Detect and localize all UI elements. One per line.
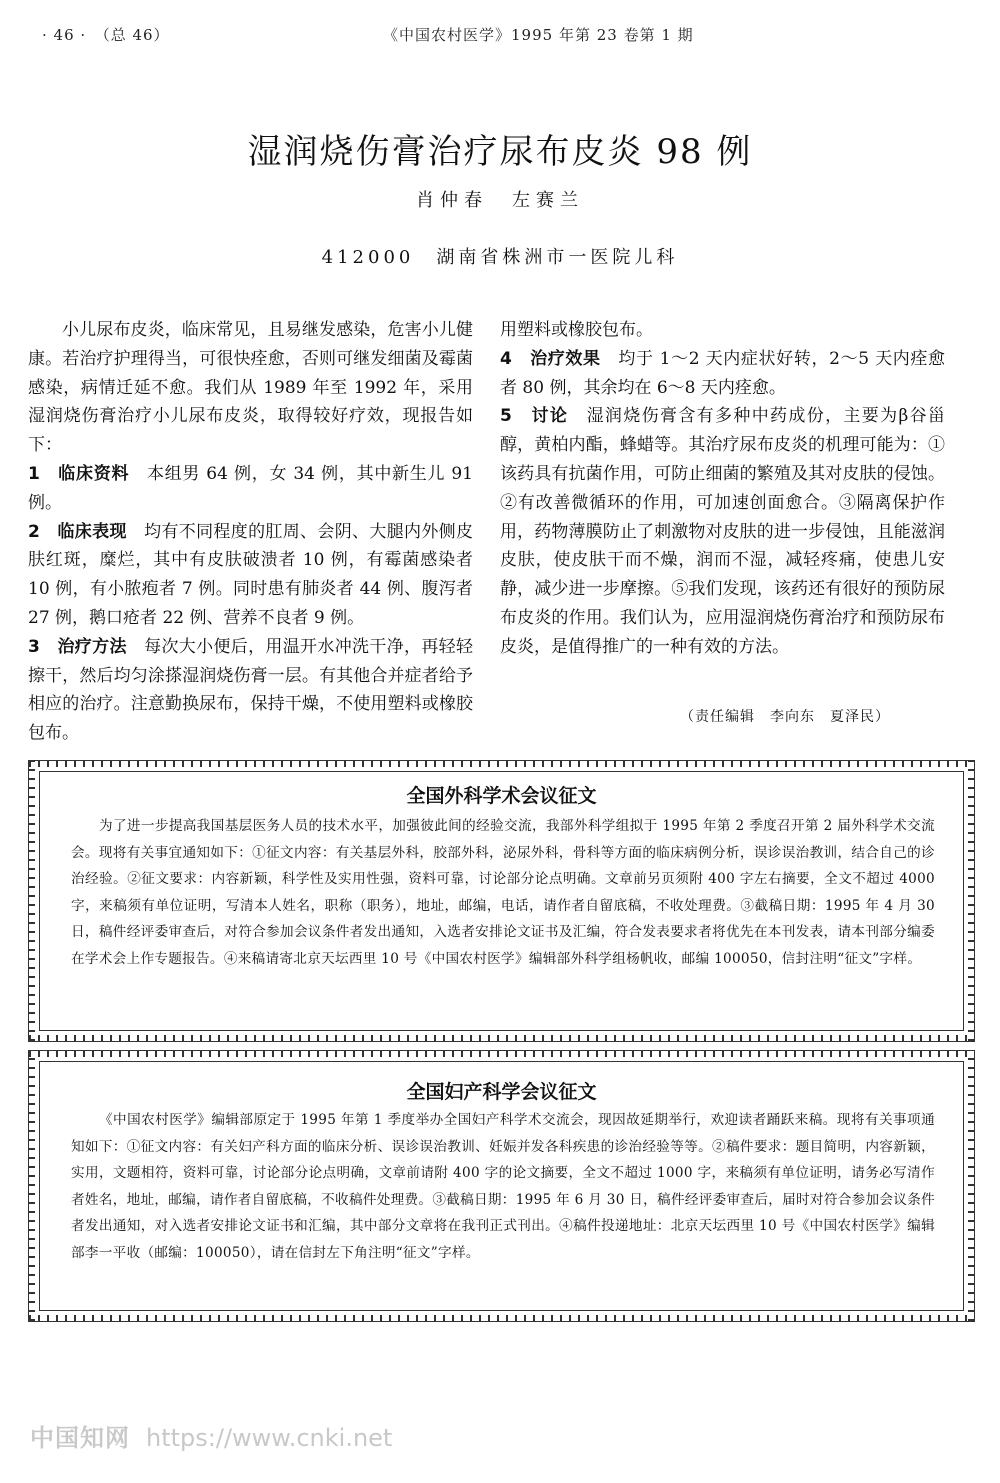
notice-surgery-body: 为了进一步提高我国基层医务人员的技术水平，加强彼此间的经验交流，我部外科学组拟于 1995 年第 2 季度召开第 2 届外科学术交流会。现将有关事宜通知如下：①征文内容：有关基层外科，胶部外科，泌尿外科，骨科等方面的临床病例分析，误诊误治教训，结合自己的诊治经验。②征文要求：内容新颖，科学性及实用性强，资料可靠，讨论部分论点明确。文章前另页须附 400 字左右摘要，全文不超过 4000 字，来稿须有单位证明，写清本人姓名，职称（职务），地址，邮编，电话，请作者自留底稿，不收处理费。③截稿日期：1995 年 4 月 30 日，稿件经评委审查后，对符合参加会议条件者发出通知，入选者安排论文证书及汇编，符合发表要求者将优先在本刊发表，请本刊部分编委在学术会上作专题报告。④来稿请寄北京天坛西里 10 号《中国农村医学》编辑部外科学组杨帆收，邮编 100050，信封注明“征文”字样。: [71, 818, 935, 967]
responsible-editor: （责任编辑 李向东 夏泽民）: [680, 709, 890, 725]
section-2-heading: 2 临床表现: [28, 521, 127, 542]
section-1-text: 本组男 64 例，女 34 例，其中新生儿 91 例。: [28, 463, 473, 513]
cnki-brand: 中国知网: [30, 1424, 130, 1452]
page-number: · 46 · （总 46）: [42, 26, 170, 44]
section-5: [500, 402, 945, 661]
article-authors: 肖仲春 左赛兰: [416, 190, 584, 211]
section-4-text: 均于 1～2 天内症状好转，2～5 天内痊愈者 80 例，其余均在 6～8 天内痊愈。: [500, 348, 946, 398]
journal-header: 《中国农村医学》1995 年第 23 卷第 1 期: [383, 26, 694, 44]
article-title: 湿润烧伤膏治疗尿布皮炎 98 例: [247, 132, 753, 172]
article-affiliation: 412000 湖南省株洲市一医院儿科: [321, 247, 679, 268]
article-column-left: [28, 316, 473, 744]
section-4: [500, 345, 945, 403]
section-5-text: 湿润烧伤膏含有多种中药成份，主要为β谷甾醇，黄柏内酯，蜂蜡等。其治疗尿布皮炎的机理可能为：①该药具有抗菌作用，可防止细菌的繁殖及其对皮肤的侵蚀。②有改善微循环的作用，可加速创面愈合。③隔离保护作用，药物薄膜防止了刺激物对皮肤的进一步侵蚀，且能滋润皮肤，使皮肤干而不燥，润而不湿，减轻疼痛，使患儿安静，减少进一步摩擦。⑤我们发现，该药还有很好的预防尿布皮炎的作用。我们认为，应用湿润烧伤膏治疗和预防尿布皮炎，是值得推广的一种有效的方法。: [500, 406, 945, 657]
section-2: [28, 518, 473, 633]
article-column-right: [500, 316, 945, 662]
cnki-url: https://www.cnki.net: [146, 1424, 393, 1452]
section-3-continued: 用塑料或橡胶包布。: [500, 320, 653, 340]
section-5-heading: 5 讨论: [500, 406, 569, 427]
section-1: [28, 460, 473, 518]
intro-paragraph: 小儿尿布皮炎，临床常见，且易继发感染，危害小儿健康。若治疗护理得当，可很快痊愈，否则可继发细菌及霉菌感染，病情迁延不愈。我们从 1989 年至 1992 年，采用湿润烧伤膏治疗小儿尿布皮炎，取得较好疗效，现报告如下：: [28, 320, 473, 456]
section-3-text: 每次大小便后，用温开水冲洗干净，再轻轻擦干，然后均匀涂搽湿润烧伤膏一层。有其他合并症者给予相应的治疗。注意勤换尿布，保持干燥，不使用塑料或橡胶包布。: [28, 636, 473, 744]
notice-obgyn-body: 《中国农村医学》编辑部原定于 1995 年第 1 季度举办全国妇产科学术交流会，现因故延期举行，欢迎读者踊跃来稿。现将有关事项通知如下：①征文内容：有关妇产科方面的临床分析、误诊误治教训、妊娠并发各科疾患的诊治经验等等。②稿件要求：题目简明，内容新颖，实用，文题相符，资料可靠，讨论部分论点明确，文章前请附 400 字的论文摘要，全文不超过 1000 字，来稿须有单位证明，请务必写清作者姓名，地址，邮编，请作者自留底稿，不收稿件处理费。③截稿日期：1995 年 6 月 30 日，稿件经评委审查后，届时对符合参加会议条件者发出通知，对入选者安排论文证书和汇编，其中部分文章将在我刊正式刊出。④稿件投递地址：北京天坛西里 10 号《中国农村医学》编辑部李一平收（邮编：100050），请在信封左下角注明“征文”字样。: [71, 1112, 935, 1261]
notice-obgyn-title: 全国妇产科学会议征文: [406, 1081, 597, 1103]
section-1-heading: 1 临床资料: [28, 463, 130, 484]
notice-surgery-frame: [28, 760, 975, 1042]
section-4-heading: 4 治疗效果: [500, 348, 601, 369]
section-3: [28, 633, 473, 744]
notice-surgery-title: 全国外科学术会议征文: [406, 785, 597, 807]
cnki-watermark: [30, 1418, 392, 1453]
section-2-text: 均有不同程度的肛周、会阴、大腿内外侧皮肤红斑，糜烂，其中有皮肤破溃者 10 例，有霉菌感染者 10 例，有小脓疱者 7 例。同时患有肺炎者 44 例、腹泻者 27 例，鹅口疮者 22 例、营养不良者 9 例。: [28, 521, 473, 628]
section-3-heading: 3 治疗方法: [28, 636, 127, 657]
notice-obgyn-frame: [28, 1050, 975, 1322]
